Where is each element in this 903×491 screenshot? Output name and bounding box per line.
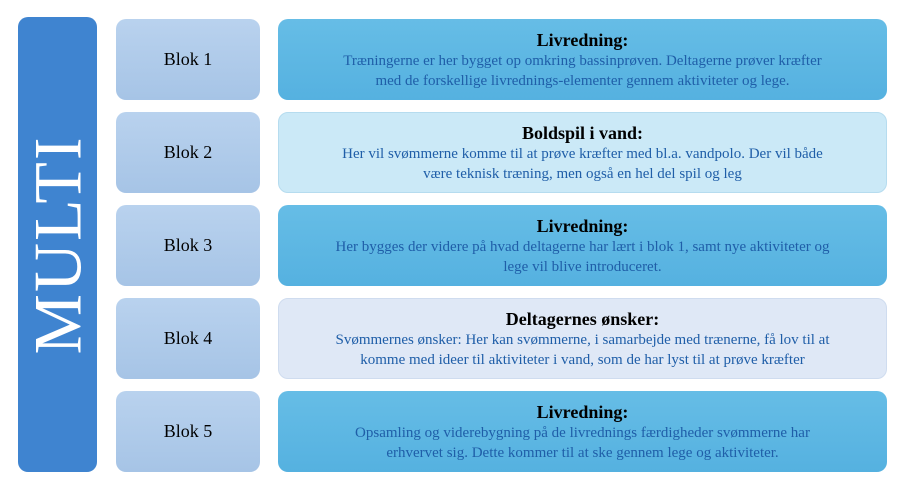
box-heading: Livredning: — [536, 29, 629, 50]
box-line: Opsamling og viderebygning på de livrednings færdigheder svømmerne har — [355, 424, 810, 441]
description-box — [278, 205, 887, 286]
blok-label: Blok 4 — [116, 298, 260, 379]
box-line: Her vil svømmerne komme til at prøve kræfter med bl.a. vandpolo. Der vil både — [342, 145, 823, 162]
blok-label: Blok 2 — [116, 112, 260, 193]
box-line: lege vil blive introduceret. — [503, 258, 662, 275]
description-box — [278, 391, 887, 472]
box-line: erhvervet sig. Dette kommer til at ske gennem lege og aktiviteter. — [386, 444, 779, 461]
box-heading: Deltagernes ønsker: — [505, 308, 660, 329]
multi-label: MULTI — [19, 134, 96, 355]
blok-label: Blok 3 — [116, 205, 260, 286]
box-line: med de forskellige livrednings-elementer gennem aktiviteter og lege. — [375, 72, 790, 89]
box-heading: Livredning: — [536, 215, 629, 236]
description-box — [278, 298, 887, 379]
box-heading: Livredning: — [536, 401, 629, 422]
blok-label: Blok 5 — [116, 391, 260, 472]
box-line: komme med ideer til aktiviteter i vand, som de har lyst til at prøve kræfter — [360, 351, 805, 368]
blok-label: Blok 1 — [116, 19, 260, 100]
description-box — [278, 112, 887, 193]
box-heading: Boldspil i vand: — [521, 122, 644, 143]
box-line: Svømmernes ønsker: Her kan svømmerne, i samarbejde med trænerne, få lov til at — [335, 331, 830, 348]
box-line: være teknisk træning, men også en hel del spil og leg — [423, 165, 742, 182]
description-box — [278, 19, 887, 100]
box-line: Her bygges der videre på hvad deltagerne har lært i blok 1, samt nye aktiviteter og — [335, 238, 830, 255]
multi-side-banner — [18, 17, 97, 472]
box-line: Træningerne er her bygget op omkring bassinprøven. Deltagerne prøver kræfter — [343, 52, 822, 69]
